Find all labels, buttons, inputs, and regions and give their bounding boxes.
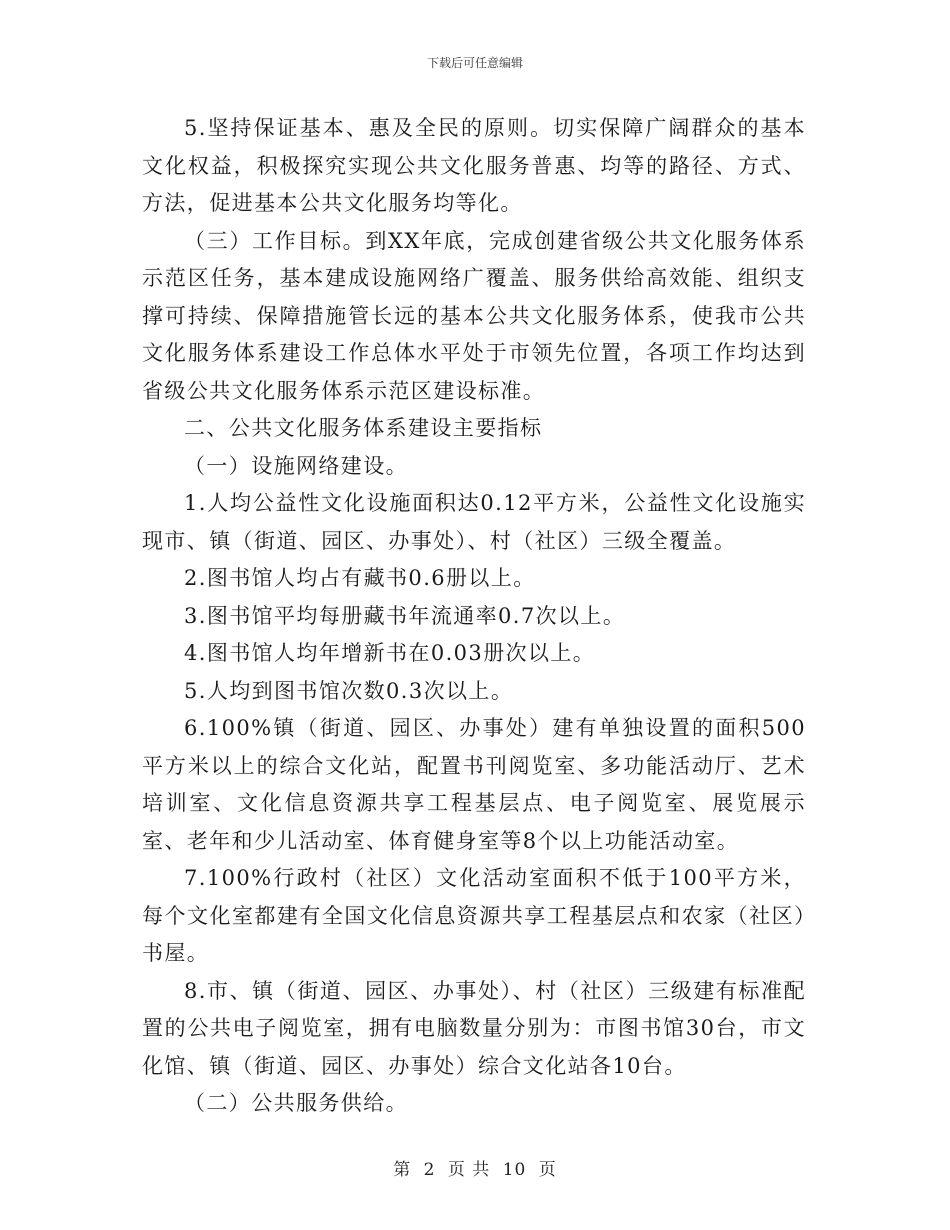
footer-total-pages: 10 xyxy=(502,1160,527,1180)
section-heading-indicators: 二、公共文化服务体系建设主要指标 xyxy=(184,416,543,440)
indicator-item-5: 5.人均到图书馆次数0.3次以上。 xyxy=(184,678,514,703)
page-footer xyxy=(0,1155,950,1180)
indicator-item-1: 1.人均公益性文化设施面积达0.12平方米，公益性文化设施实现市、镇（街道、园区、办事处）、村（社区）三级全覆盖。 xyxy=(142,491,806,553)
indicator-item-7: 7.100%行政村（社区）文化活动室面积不低于100平方米，每个文化室都建有全国文化信息资源共享工程基层点和农家（社区）书屋。 xyxy=(142,866,806,965)
indicator-item-3: 3.图书馆平均每册藏书年流通率0.7次以上。 xyxy=(184,603,626,628)
paragraph-principle-5: 5.坚持保证基本、惠及全民的原则。切实保障广阔群众的基本文化权益，积极探究实现公共文化服务普惠、均等的路径、方式、方法，促进基本公共文化服务均等化。 xyxy=(142,116,806,215)
indicator-item-8: 8.市、镇（街道、园区、办事处）、村（社区）三级建有标准配置的公共电子阅览室，拥有电脑数量分别为：市图书馆30台，市文化馆、镇（街道、园区、办事处）综合文化站各10台。 xyxy=(142,978,806,1078)
indicator-item-6: 6.100%镇（街道、园区、办事处）建有单独设置的面积500平方米以上的综合文化站，配置书刊阅览室、多功能活动厅、艺术培训室、文化信息资源共享工程基层点、电子阅览室、展览展示室、老年和少儿活动室、体育健身室等8个以上功能活动室。 xyxy=(142,716,806,853)
footer-suffix: 页 xyxy=(538,1160,557,1180)
footer-mid: 页 共 xyxy=(447,1160,491,1180)
footer-page-number: 2 xyxy=(423,1160,436,1180)
indicator-item-4: 4.图书馆人均年增新书在0.03册次以上。 xyxy=(184,641,596,665)
subsection-heading-services: （二）公共服务供给。 xyxy=(184,1091,408,1115)
subsection-heading-facilities: （一）设施网络建设。 xyxy=(184,453,408,478)
header-note: 下载后可任意编辑 xyxy=(426,56,523,70)
paragraph-work-goal: （三）工作目标。到XX年底，完成创建省级公共文化服务体系示范区任务，基本建成设施网络广覆盖、服务供给高效能、组织支撑可持续、保障措施管长远的基本公共文化服务体系，使我市公共文化服务体系建设工作总体水平处于市领先位置，各项工作均达到省级公共文化服务体系示范区建设标准。 xyxy=(142,228,806,403)
footer-prefix: 第 xyxy=(393,1160,412,1180)
document-body xyxy=(142,110,806,1123)
indicator-item-2: 2.图书馆人均占有藏书0.6册以上。 xyxy=(184,566,536,590)
